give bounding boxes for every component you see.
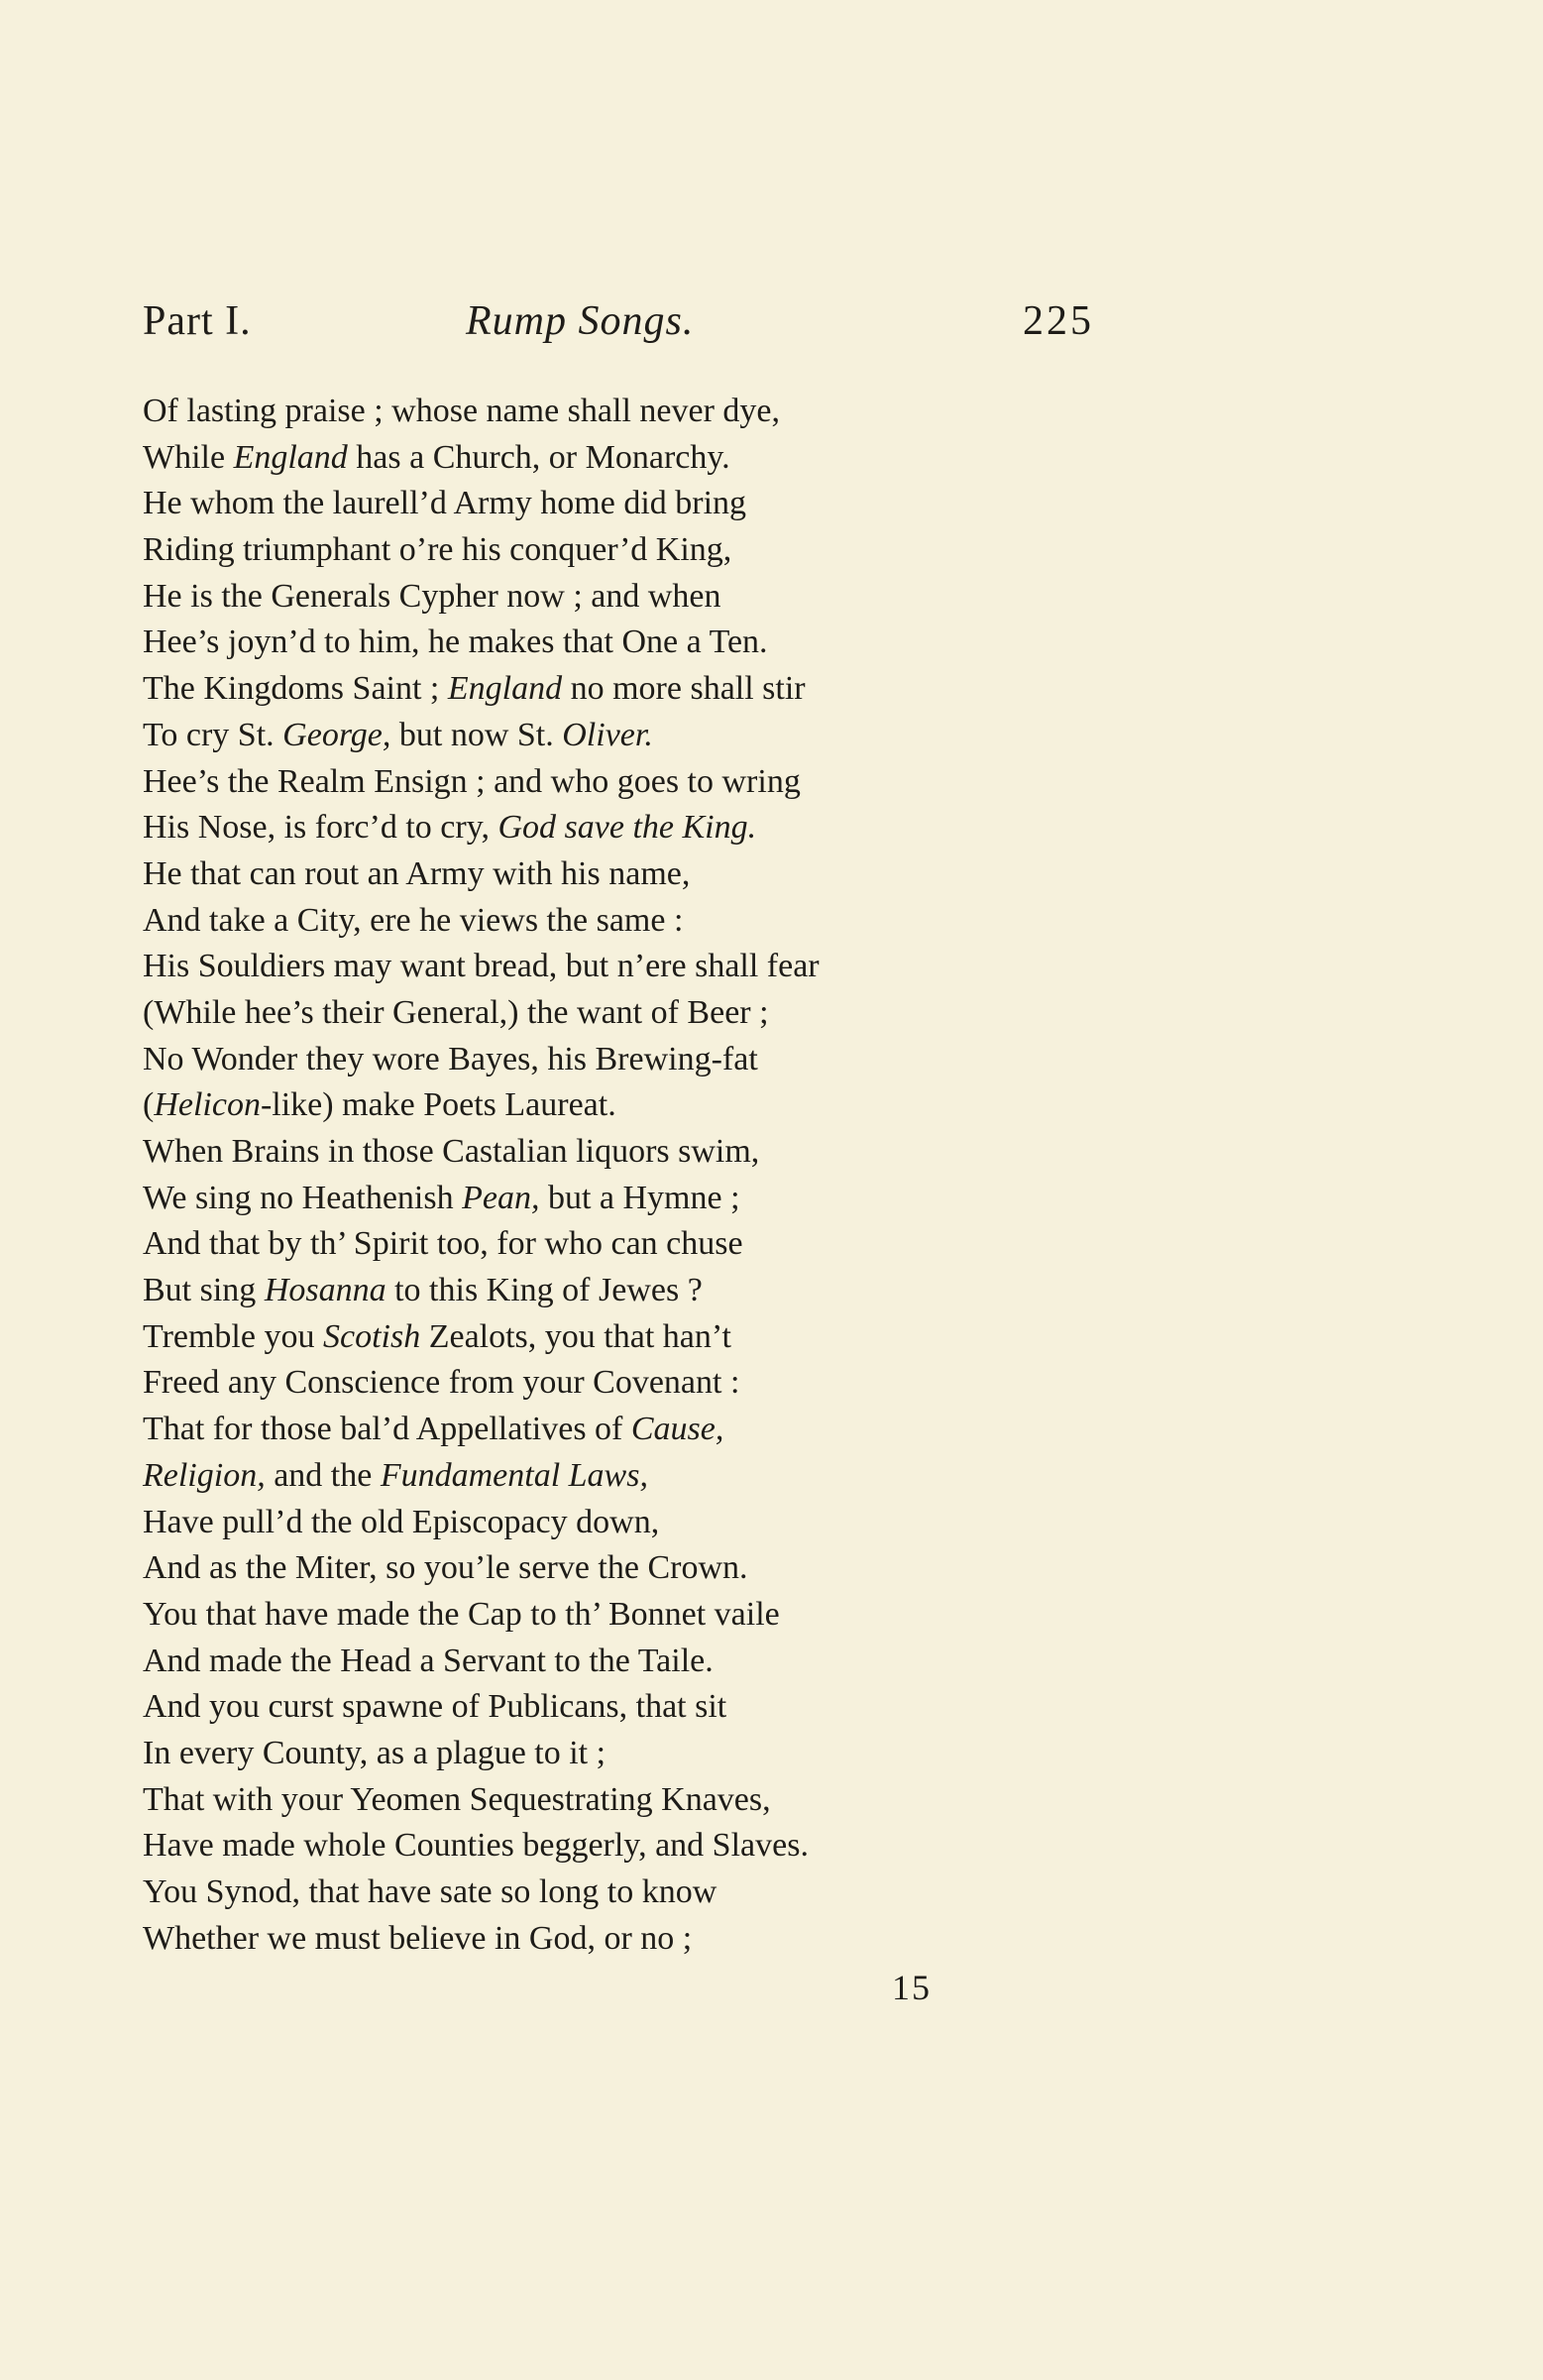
poem-line (143, 1129, 1015, 1176)
line-text: In every County, as a plague to it ; (143, 1734, 606, 1771)
poem-line (143, 389, 1015, 435)
italic-text: Cause, (630, 1411, 724, 1448)
line-text: His Nose, is forc’d to cry, (143, 809, 498, 847)
poem-line (143, 1870, 1015, 1916)
poem-line (143, 1639, 1015, 1685)
italic-text: Fundamental Laws, (380, 1456, 648, 1494)
poem-line (143, 1500, 1015, 1546)
line-text: And as the Miter, so you’le serve the Crown. (143, 1549, 748, 1587)
line-text: And you curst spawne of Publicans, that sit (143, 1688, 727, 1726)
poem-line (143, 805, 1015, 851)
italic-text: Oliver. (562, 716, 653, 753)
line-text: He that can rout an Army with his name, (143, 854, 691, 892)
line-text: That with your Yeomen Sequestrating Knaves, (143, 1780, 771, 1818)
part-label: Part I. (143, 298, 252, 344)
line-text: to this King of Jewes ? (386, 1272, 703, 1309)
line-text: but now St. (390, 716, 563, 753)
line-text: He whom the laurell’d Army home did bring (143, 485, 747, 522)
poem-line (143, 1823, 1015, 1870)
poem-line (143, 1916, 1015, 1963)
line-text: And made the Head a Servant to the Taile. (143, 1642, 714, 1679)
italic-text: Pean, (462, 1179, 540, 1216)
poem-line (143, 574, 1015, 621)
running-header (143, 297, 1094, 357)
line-text: Tremble you (143, 1317, 323, 1355)
line-text: has a Church, or Monarchy. (347, 438, 730, 476)
line-text: ( (143, 1086, 155, 1124)
line-text: -like) make Poets Laureat. (260, 1086, 616, 1124)
line-text: And take a City, ere he views the same : (143, 901, 684, 939)
running-title: Rump Songs. (466, 298, 695, 344)
line-text: Of lasting praise ; whose name shall never dye, (143, 393, 780, 429)
line-text: Whether we must believe in God, or no ; (143, 1919, 693, 1957)
poem-line (143, 1684, 1015, 1731)
poem-line (143, 1453, 1015, 1500)
poem-line (143, 1314, 1015, 1361)
poem-line (143, 898, 1015, 945)
line-text: His Souldiers may want bread, but n’ere shall fear (143, 948, 820, 985)
line-text: no more shall stir (562, 670, 806, 708)
poem-line (143, 620, 1015, 666)
line-text: Zealots, you that han’t (420, 1317, 732, 1355)
line-text: But sing (143, 1272, 265, 1309)
poem-line (143, 1592, 1015, 1639)
line-text: Freed any Conscience from your Covenant : (143, 1364, 740, 1402)
poem-line (143, 1176, 1015, 1222)
poem-text (143, 389, 1015, 1962)
line-text: (While hee’s their General,) the want of Beer ; (143, 993, 769, 1031)
line-text: and the (265, 1456, 381, 1494)
poem-line (143, 481, 1015, 527)
poem-line (143, 1082, 1015, 1129)
line-text: Have pull’d the old Episcopacy down, (143, 1503, 660, 1540)
signature-mark: 15 (892, 1968, 932, 2007)
line-text: but a Hymne ; (539, 1179, 740, 1216)
line-text: And that by th’ Spirit too, for who can chuse (143, 1225, 743, 1263)
line-text: When Brains in those Castalian liquors swim, (143, 1133, 760, 1170)
line-text: We sing no Heathenish (143, 1179, 463, 1216)
line-text: He is the Generals Cypher now ; and when (143, 577, 721, 615)
line-text: No Wonder they wore Bayes, his Brewing-fat (143, 1040, 758, 1077)
poem-line (143, 1731, 1015, 1777)
poem-line (143, 944, 1015, 990)
line-text: Hee’s the Realm Ensign ; and who goes to wring (143, 762, 801, 800)
italic-text: Scotish (322, 1317, 421, 1355)
page-number: 225 (1023, 298, 1094, 344)
poem-line (143, 1407, 1015, 1453)
italic-text: England (447, 670, 563, 708)
poem-line (143, 759, 1015, 806)
poem-line (143, 435, 1015, 482)
line-text: Have made whole Counties beggerly, and Slaves. (143, 1827, 809, 1865)
poem-line (143, 1545, 1015, 1592)
poem-line (143, 1037, 1015, 1083)
poem-line (143, 713, 1015, 759)
italic-text: God save the King. (497, 809, 757, 847)
line-text: Hee’s joyn’d to him, he makes that One a Ten. (143, 623, 768, 661)
poem-line (143, 666, 1015, 713)
poem-line (143, 1221, 1015, 1268)
line-text: To cry St. (143, 716, 283, 753)
italic-text: Religion, (143, 1456, 266, 1494)
poem-line (143, 527, 1015, 574)
italic-text: Helicon (154, 1086, 261, 1124)
italic-text: George, (282, 716, 391, 753)
line-text: You Synod, that have sate so long to know (143, 1873, 717, 1910)
line-text: While (143, 438, 234, 476)
poem-line (143, 1777, 1015, 1824)
line-text: The Kingdoms Saint ; (143, 670, 448, 708)
line-text: You that have made the Cap to th’ Bonnet vaile (143, 1595, 780, 1633)
line-text: Riding triumphant o’re his conquer’d King, (143, 531, 732, 569)
line-text: That for those bal’d Appellatives of (143, 1411, 631, 1448)
poem-line (143, 990, 1015, 1037)
poem-line (143, 1360, 1015, 1407)
poem-line (143, 1268, 1015, 1314)
italic-text: Hosanna (264, 1272, 386, 1309)
italic-text: England (233, 438, 348, 476)
poem-line (143, 851, 1015, 898)
